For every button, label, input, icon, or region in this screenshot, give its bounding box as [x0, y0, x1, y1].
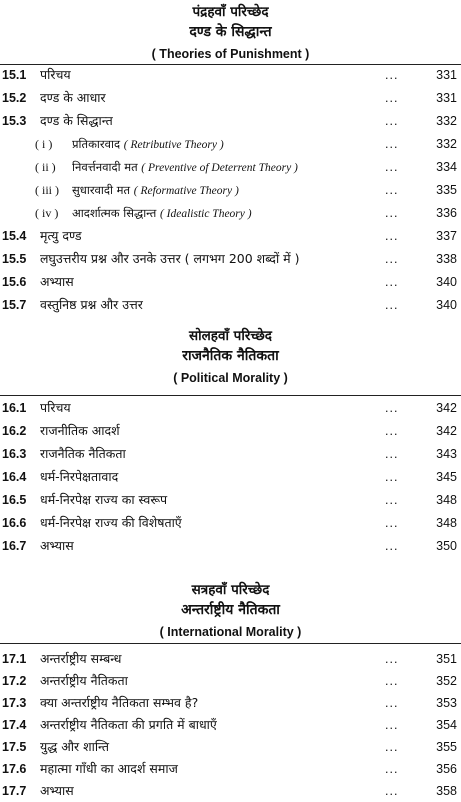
page-number: 345	[436, 470, 457, 484]
entry-number: 15.4	[2, 229, 27, 243]
subentry-numeral: ( iv )	[35, 206, 59, 220]
toc-entry	[0, 670, 461, 692]
entry-number: 16.5	[2, 493, 27, 507]
entry-number: 16.4	[2, 470, 27, 484]
entry-number: 17.2	[2, 674, 27, 688]
chapter-heading: पंद्रहवाँ परिच्छेद	[192, 4, 269, 20]
entry-title: अभ्यास	[40, 274, 74, 289]
entry-title: अन्तर्राष्ट्रीय नैतिकता	[40, 673, 128, 688]
page-number: 340	[436, 275, 457, 289]
leader-dots: ...	[385, 674, 399, 688]
leader-dots: ...	[385, 718, 399, 732]
entry-title: क्या अन्तर्राष्ट्रीय नैतिकता सम्भव है?	[40, 695, 199, 710]
page-number: 353	[436, 696, 457, 710]
page-number: 351	[436, 652, 457, 666]
entry-number: 16.2	[2, 424, 27, 438]
chapter-title: अन्तर्राष्ट्रीय नैतिकता	[181, 602, 280, 618]
entry-number: 16.6	[2, 516, 27, 530]
entry-number: 17.3	[2, 696, 27, 710]
entry-title: धर्म-निरपेक्ष राज्य का स्वरूप	[40, 492, 168, 507]
subentry-english: ( Reformative Theory )	[133, 185, 239, 197]
entry-title: परिचय	[40, 67, 71, 82]
page-number: 335	[436, 183, 457, 197]
toc-entry	[0, 225, 461, 247]
page-number: 343	[436, 447, 457, 461]
page-number: 340	[436, 298, 457, 312]
entry-number: 17.7	[2, 784, 27, 798]
leader-dots: ...	[385, 68, 399, 82]
toc-entry	[0, 758, 461, 780]
entry-title: अभ्यास	[40, 783, 74, 798]
entry-title: वस्तुनिष्ठ प्रश्न और उत्तर	[40, 297, 143, 312]
chapter-english-title: ( Theories of Punishment )	[151, 47, 310, 61]
subentry-title	[72, 179, 239, 202]
toc-entry	[0, 692, 461, 714]
leader-dots: ...	[385, 424, 399, 438]
entry-title: दण्ड के आधार	[40, 90, 106, 105]
leader-dots: ...	[385, 447, 399, 461]
toc-entry	[0, 466, 461, 488]
leader-dots: ...	[385, 784, 399, 798]
toc-entry	[0, 443, 461, 465]
toc-entry	[0, 294, 461, 316]
entry-number: 17.6	[2, 762, 27, 776]
toc-entry	[0, 420, 461, 442]
divider-rule	[0, 643, 461, 644]
page-number: 342	[436, 401, 457, 415]
entry-title: अन्तर्राष्ट्रीय सम्बन्ध	[40, 651, 122, 666]
leader-dots: ...	[385, 652, 399, 666]
chapter-heading: सोलहवाँ परिच्छेद	[189, 328, 272, 344]
entry-number: 16.7	[2, 539, 27, 553]
entry-title: धर्म-निरपेक्षतावाद	[40, 469, 119, 484]
toc-entry	[0, 648, 461, 670]
toc-entry	[0, 110, 461, 132]
chapter-heading: सत्रहवाँ परिच्छेद	[191, 582, 270, 598]
leader-dots: ...	[385, 91, 399, 105]
leader-dots: ...	[385, 137, 399, 151]
subentry-hindi: निवर्त्तनवादी मत	[72, 160, 138, 174]
leader-dots: ...	[385, 470, 399, 484]
leader-dots: ...	[385, 229, 399, 243]
entry-title: परिचय	[40, 400, 71, 415]
toc-subentry	[0, 133, 461, 155]
entry-number: 15.5	[2, 252, 27, 266]
entry-number: 15.3	[2, 114, 27, 128]
leader-dots: ...	[385, 516, 399, 530]
leader-dots: ...	[385, 493, 399, 507]
page-number: 338	[436, 252, 457, 266]
subentry-numeral: ( iii )	[35, 183, 59, 197]
entry-number: 16.1	[2, 401, 27, 415]
leader-dots: ...	[385, 539, 399, 553]
chapter-title: राजनैतिक नैतिकता	[182, 348, 279, 364]
subentry-hindi: प्रतिकारवाद	[72, 137, 121, 151]
subentry-title	[72, 156, 298, 179]
leader-dots: ...	[385, 696, 399, 710]
toc-entry	[0, 780, 461, 802]
entry-title: युद्ध और शान्ति	[40, 739, 110, 754]
page-number: 336	[436, 206, 457, 220]
chapter-17-header	[0, 580, 461, 641]
toc-entry	[0, 535, 461, 557]
entry-title: मृत्यु दण्ड	[40, 228, 82, 243]
entry-number: 15.6	[2, 275, 27, 289]
leader-dots: ...	[385, 114, 399, 128]
entry-number: 15.1	[2, 68, 27, 82]
page-number: 331	[436, 68, 457, 82]
entry-number: 17.1	[2, 652, 27, 666]
page-number: 348	[436, 516, 457, 530]
page-number: 350	[436, 539, 457, 553]
leader-dots: ...	[385, 298, 399, 312]
entry-number: 16.3	[2, 447, 27, 461]
subentry-english: ( Retributive Theory )	[123, 139, 224, 151]
leader-dots: ...	[385, 252, 399, 266]
entry-number: 15.2	[2, 91, 27, 105]
page-number: 355	[436, 740, 457, 754]
entry-number: 15.7	[2, 298, 27, 312]
toc-subentry	[0, 202, 461, 224]
page-number: 332	[436, 137, 457, 151]
toc-entry	[0, 736, 461, 758]
toc-entry	[0, 271, 461, 293]
subentry-hindi: सुधारवादी मत	[72, 183, 131, 197]
toc-entry	[0, 87, 461, 109]
toc-entry	[0, 512, 461, 534]
subentry-title	[72, 202, 252, 225]
leader-dots: ...	[385, 740, 399, 754]
toc-entry	[0, 714, 461, 736]
chapter-english-title: ( Political Morality )	[173, 371, 288, 385]
leader-dots: ...	[385, 160, 399, 174]
chapter-title: दण्ड के सिद्धान्त	[189, 24, 272, 40]
page-number: 331	[436, 91, 457, 105]
leader-dots: ...	[385, 206, 399, 220]
page-number: 354	[436, 718, 457, 732]
toc-entry	[0, 489, 461, 511]
leader-dots: ...	[385, 275, 399, 289]
entry-title: राजनीतिक आदर्श	[40, 423, 120, 438]
divider-rule	[0, 395, 461, 396]
toc-entry	[0, 397, 461, 419]
subentry-english: ( Idealistic Theory )	[159, 208, 252, 220]
leader-dots: ...	[385, 183, 399, 197]
subentry-hindi: आदर्शात्मक सिद्धान्त	[72, 206, 157, 220]
page-number: 348	[436, 493, 457, 507]
page-number: 332	[436, 114, 457, 128]
chapter-16-header	[0, 326, 461, 387]
subentry-english: ( Preventive of Deterrent Theory )	[141, 162, 298, 174]
chapter-english-title: ( International Morality )	[159, 625, 302, 639]
toc-entry	[0, 248, 461, 270]
leader-dots: ...	[385, 401, 399, 415]
subentry-numeral: ( ii )	[35, 160, 56, 174]
toc-entry	[0, 64, 461, 86]
entry-number: 17.5	[2, 740, 27, 754]
toc-subentry	[0, 179, 461, 201]
page-number: 334	[436, 160, 457, 174]
entry-title: महात्मा गाँधी का आदर्श समाज	[40, 761, 178, 776]
entry-number: 17.4	[2, 718, 27, 732]
page-number: 337	[436, 229, 457, 243]
page-number: 352	[436, 674, 457, 688]
toc-subentry	[0, 156, 461, 178]
leader-dots: ...	[385, 762, 399, 776]
entry-title: लघुउत्तरीय प्रश्न और उनके उत्तर ( लगभग 200 शब्दों में )	[40, 251, 300, 266]
entry-title: अभ्यास	[40, 538, 74, 553]
subentry-title	[72, 133, 224, 156]
page-number: 358	[436, 784, 457, 798]
page-number: 342	[436, 424, 457, 438]
entry-title: धर्म-निरपेक्ष राज्य की विशेषताएँ	[40, 515, 182, 530]
page-number: 356	[436, 762, 457, 776]
entry-title: दण्ड के सिद्धान्त	[40, 113, 113, 128]
entry-title: अन्तर्राष्ट्रीय नैतिकता की प्रगति में बाधाएँ	[40, 717, 217, 732]
entry-title: राजनैतिक नैतिकता	[40, 446, 126, 461]
chapter-15-header	[0, 2, 461, 63]
subentry-numeral: ( i )	[35, 137, 53, 151]
